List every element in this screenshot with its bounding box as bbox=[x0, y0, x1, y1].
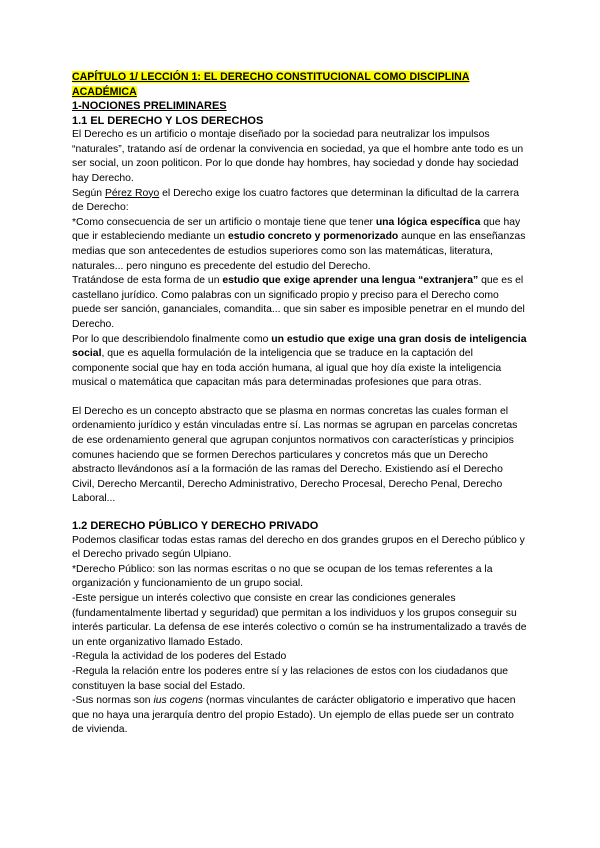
paragraph-gap bbox=[72, 391, 528, 405]
paragraph-lengua-extranjera: Tratándose de esta forma de un estudio que exige aprender una lengua “extranjera” que es el castellano jurídico. Como palabras con un significado propio y preciso para el Derecho como puede ser sanción, gananciales, comandita... que sin saber es imposible penetrar en el mundo del Derecho. bbox=[72, 275, 525, 330]
paragraph-inteligencia-social: Por lo que describiendolo finalmente como un estudio que exige una gran dosis de inteligencia social, que es aquella formulación de la inteligencia que se traduce en la captación del componente social que hay en toda acción humana, al igual que hoy día existe la inteligencia musical o matemática que capacitan más para determinadas profesiones que para otras. bbox=[72, 333, 527, 389]
document-page bbox=[72, 70, 528, 738]
paragraph-ius-cogens: -Sus normas son ius cogens (normas vinculantes de carácter obligatorio e imperativo que hacen que no haya una jerarquía dentro del propio Estado). Un ejemplo de ellas puede ser un contrato de vivienda. bbox=[72, 695, 516, 736]
author-name: Pérez Royo bbox=[104, 187, 160, 199]
paragraph-derecho-artificio: El Derecho es un artificio o montaje diseñado por la sociedad para neutralizar los impulsos “naturales”, tratando así de ordenar la convivencia en sociedad, ya que el hombre ante todo es un ser social, un zoon politicon. Por lo que donde hay hombres, hay sociedad y donde hay sociedad hay Derecho. bbox=[72, 129, 524, 184]
paragraph-interes-colectivo: -Este persigue un interés colectivo que consiste en crear las condiciones generales (fundamentalmente libertad y seguridad) que permitan a los individuos y los grupos conseguir su interés particular. La defensa de ese interés colectivo o común se ha instrumentalizado a través de un ente organizativo llamado Estado. bbox=[72, 593, 527, 648]
paragraph-concepto-abstracto: El Derecho es un concepto abstracto que se plasma en normas concretas las cuales forman el ordenamiento jurídico y están vinculadas entre sí. Las normas se agrupan en parcelas concretas de ese ordenamiento general que agrupan conjuntos normativos con características y principios comunes haciendo que se formen Derechos particulares y concretos más que un Derecho abstracto llevándonos así a la formación de las ramas del Derecho. Existiendo así el Derecho Civil, Derecho Mercantil, Derecho Administrativo, Derecho Procesal, Derecho Penal, Derecho Laboral... bbox=[72, 405, 518, 505]
paragraph-logica-especifica: *Como consecuencia de ser un artificio o montaje tiene que tener una lógica específica que hay que ir estableciendo mediante un estudio concreto y pormenorizado aunque en las enseñanzas medias que son antecedentes de estudios superiores como son las matemáticas, literatura, naturales... pero ninguno es precedente del estudio del Derecho. bbox=[72, 216, 526, 272]
paragraph-regula-actividad: -Regula la actividad de los poderes del Estado bbox=[72, 651, 287, 663]
chapter-title: CAPÍTULO 1/ LECCIÓN 1: EL DERECHO CONSTITUCIONAL COMO DISCIPLINA ACADÉMICA bbox=[72, 71, 470, 98]
paragraph-regula-relacion: -Regula la relación entre los poderes entre sí y las relaciones de estos con los ciudadanos que constituyen la base social del Estado. bbox=[72, 665, 509, 692]
subsection-title-publico-privado: 1.2 DERECHO PÚBLICO Y DERECHO PRIVADO bbox=[72, 520, 319, 533]
paragraph-derecho-publico: *Derecho Público: son las normas escritas o no que se ocupan de los temas referentes a la organización y funcionamiento de un grupo social. bbox=[72, 563, 493, 590]
subsection-title-derecho-y-derechos: 1.1 EL DERECHO Y LOS DERECHOS bbox=[72, 114, 264, 127]
paragraph-clasificar-ramas: Podemos clasificar todas estas ramas del derecho en dos grandes grupos en el Derecho público y el Derecho privado según Ulpiano. bbox=[72, 534, 525, 561]
section-title-nociones: 1-NOCIONES PRELIMINARES bbox=[72, 100, 227, 112]
paragraph-perez-royo: Según Pérez Royo el Derecho exige los cuatro factores que determinan la dificultad de la carrera de Derecho: bbox=[72, 187, 520, 214]
